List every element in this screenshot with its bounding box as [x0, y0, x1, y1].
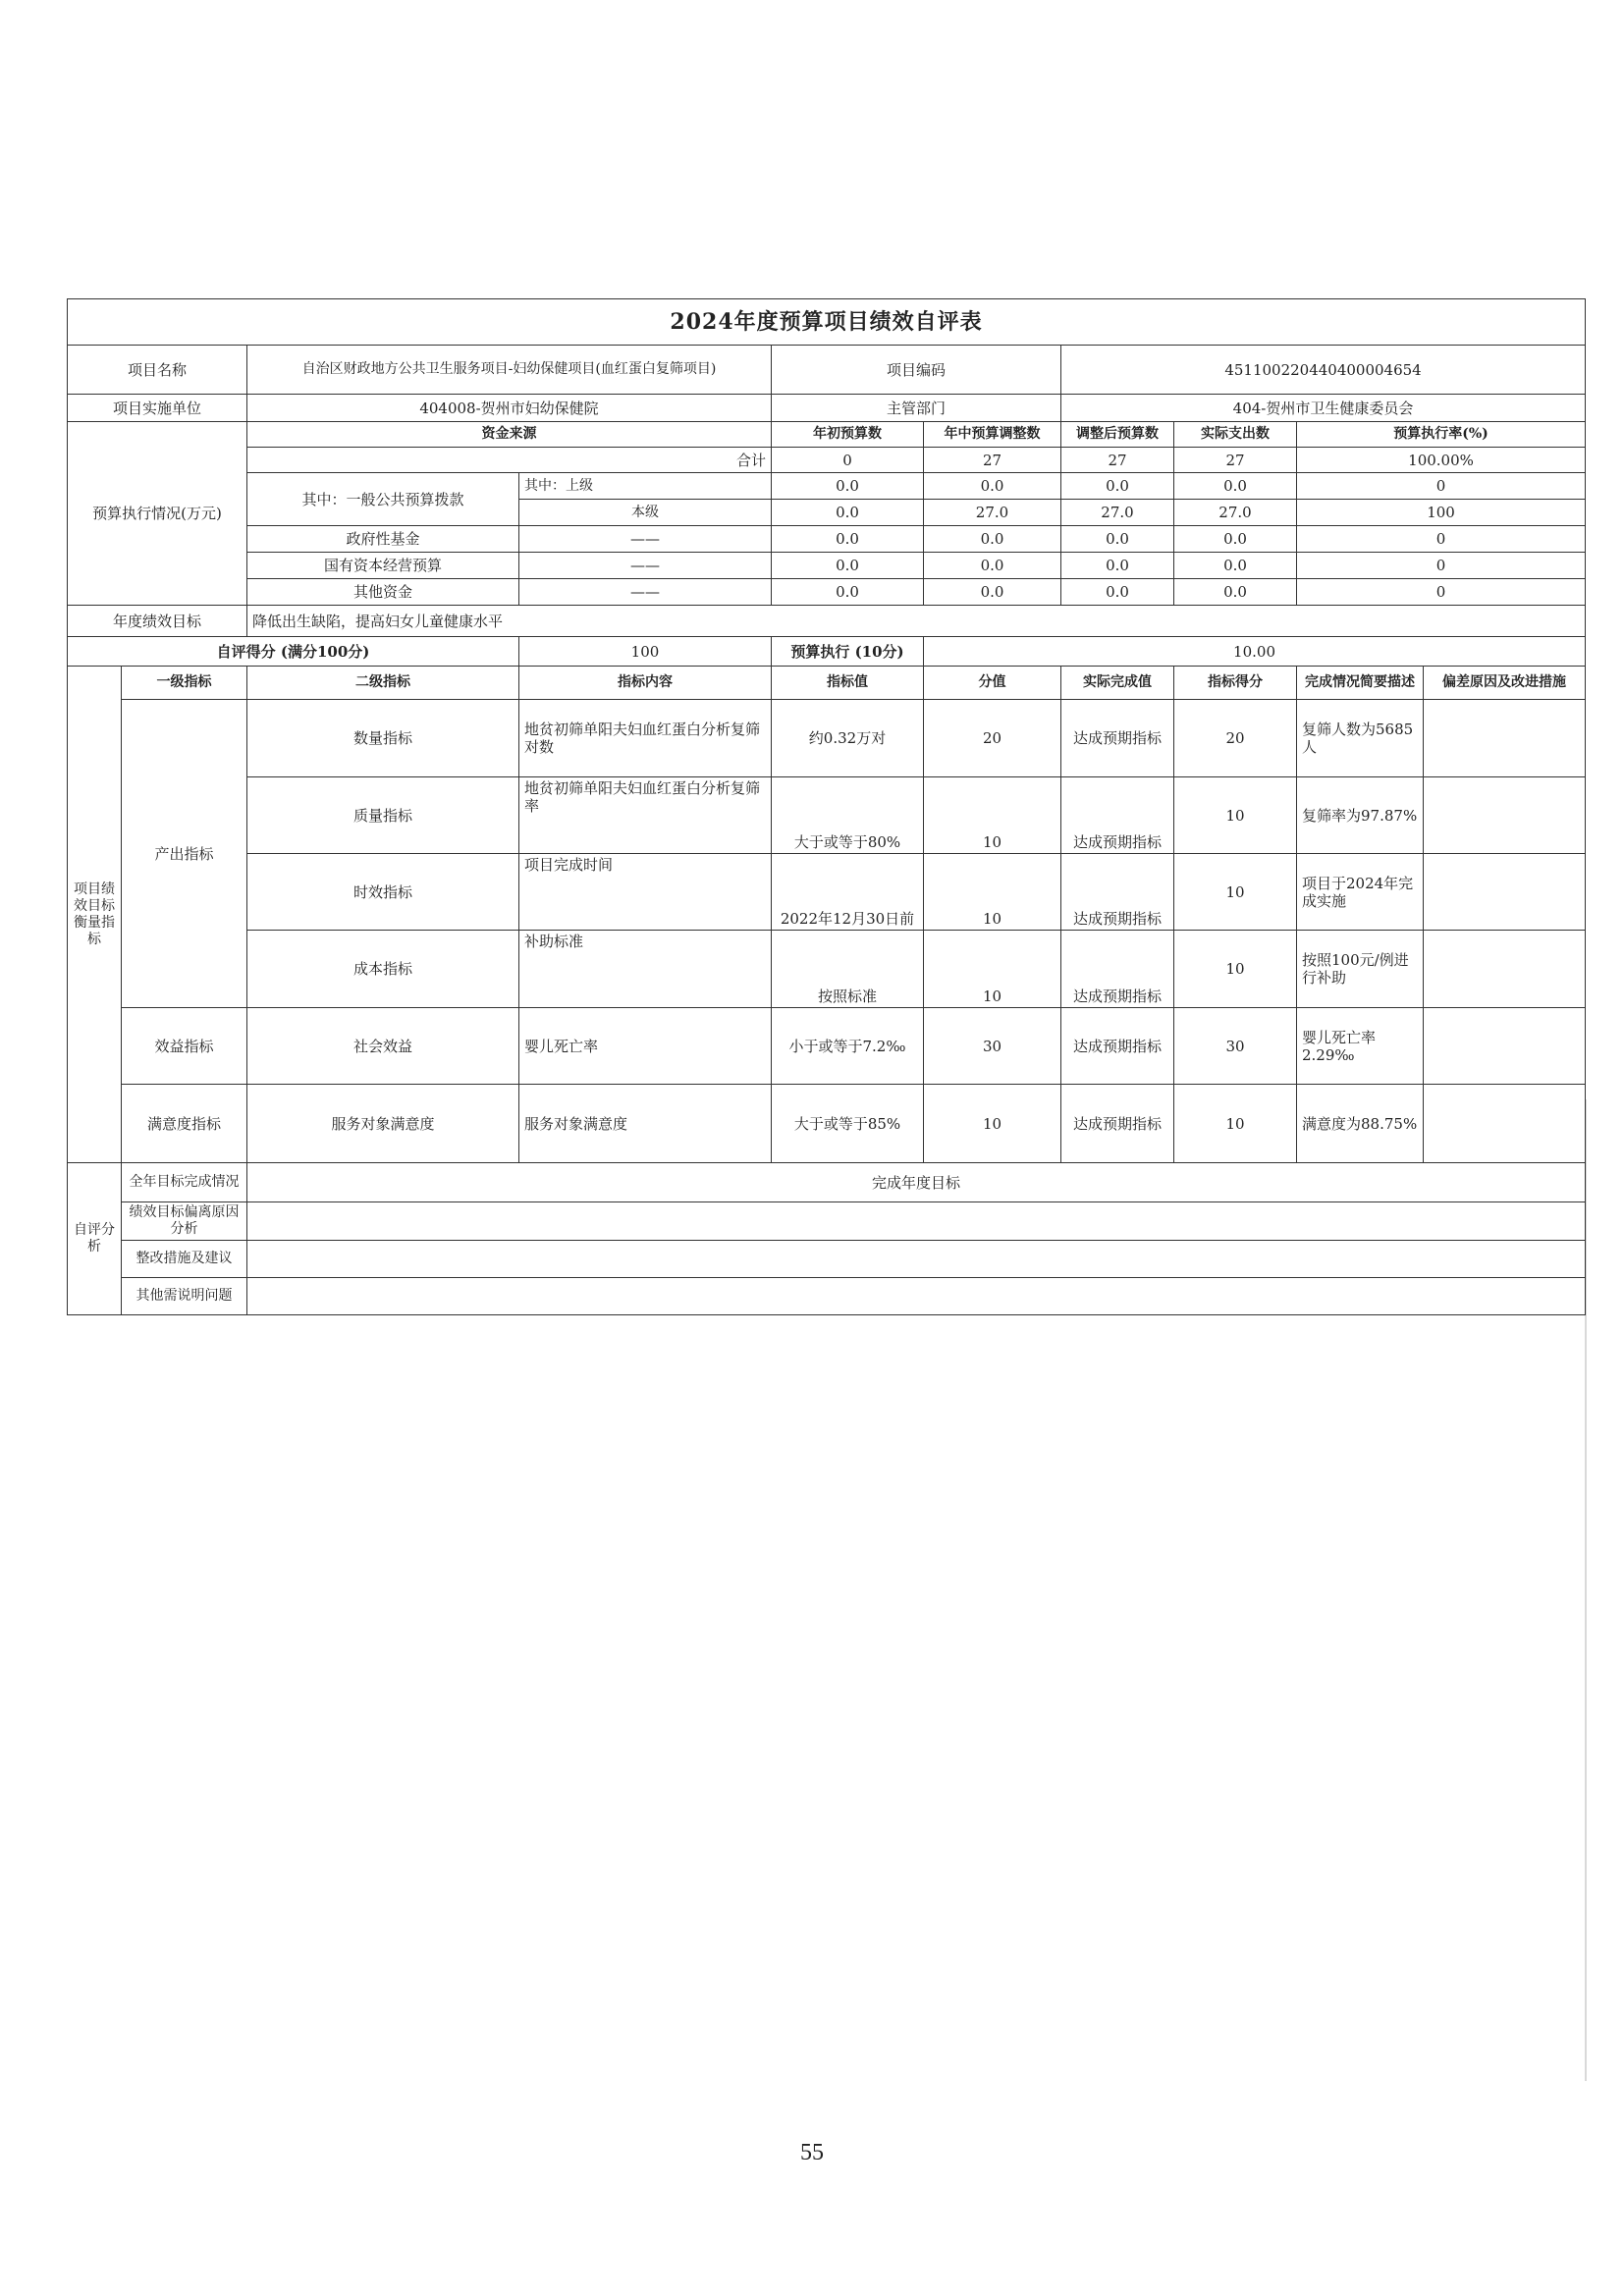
indicator-header-level2: 二级指标: [247, 667, 519, 700]
score-label: 自评得分 (满分100分): [68, 637, 519, 667]
budget-local-mid-adjust: 27.0: [924, 500, 1061, 526]
indicator-score: 10: [1174, 1085, 1297, 1163]
budget-gov-fund-actual: 0.0: [1174, 526, 1297, 553]
budget-gov-fund-mid-adjust: 0.0: [924, 526, 1061, 553]
budget-other-dash: ——: [519, 579, 772, 606]
indicator-actual: 达成预期指标: [1061, 854, 1174, 931]
budget-header-adjusted: 调整后预算数: [1061, 422, 1174, 448]
indicator-level2: 服务对象满意度: [247, 1085, 519, 1163]
indicator-header-value: 指标值: [772, 667, 924, 700]
indicator-actual: 达成预期指标: [1061, 700, 1174, 777]
budget-upper-label: 其中：上级: [519, 473, 772, 500]
analysis-row-text: [247, 1277, 1586, 1314]
indicator-header-desc: 完成情况简要描述: [1297, 667, 1424, 700]
budget-total-label: 合计: [247, 448, 772, 473]
form-title: 2024年度预算项目绩效自评表: [68, 299, 1586, 346]
budget-total-mid-adjust: 27: [924, 448, 1061, 473]
budget-local-actual: 27.0: [1174, 500, 1297, 526]
indicator-content: 项目完成时间: [519, 854, 772, 931]
budget-state-capital-rate: 0: [1297, 553, 1586, 579]
indicator-content: 补助标准: [519, 931, 772, 1008]
budget-total-actual: 27: [1174, 448, 1297, 473]
indicator-header-weight: 分值: [924, 667, 1061, 700]
budget-total-adjusted: 27: [1061, 448, 1174, 473]
indicator-desc: 满意度为88.75%: [1297, 1085, 1424, 1163]
goal-label: 年度绩效目标: [68, 606, 247, 637]
impl-unit-label: 项目实施单位: [68, 395, 247, 422]
indicator-actual: 达成预期指标: [1061, 1008, 1174, 1085]
budget-state-capital-actual: 0.0: [1174, 553, 1297, 579]
page-number: 55: [800, 2140, 824, 2165]
budget-upper-actual: 0.0: [1174, 473, 1297, 500]
budget-other-actual: 0.0: [1174, 579, 1297, 606]
indicator-value: 按照标准: [772, 931, 924, 1008]
indicator-deviation: [1424, 777, 1586, 854]
indicator-score: 30: [1174, 1008, 1297, 1085]
budget-local-initial: 0.0: [772, 500, 924, 526]
indicator-score: 10: [1174, 777, 1297, 854]
indicator-value: 小于或等于7.2‰: [772, 1008, 924, 1085]
indicator-deviation: [1424, 700, 1586, 777]
budget-state-capital-initial: 0.0: [772, 553, 924, 579]
indicator-content: 服务对象满意度: [519, 1085, 772, 1163]
analysis-row-label: 整改措施及建议: [122, 1240, 247, 1277]
indicator-content: 地贫初筛单阳夫妇血红蛋白分析复筛率: [519, 777, 772, 854]
analysis-row-label: 绩效目标偏离原因分析: [122, 1202, 247, 1241]
indicator-value: 大于或等于85%: [772, 1085, 924, 1163]
dept: 404-贺州市卫生健康委员会: [1061, 395, 1586, 422]
indicator-deviation: [1424, 1085, 1586, 1163]
indicator-score: 10: [1174, 854, 1297, 931]
budget-gov-fund-dash: ——: [519, 526, 772, 553]
analysis-row-text: [247, 1240, 1586, 1277]
analysis-row-label: 全年目标完成情况: [122, 1163, 247, 1202]
indicator-header-score: 指标得分: [1174, 667, 1297, 700]
indicator-actual: 达成预期指标: [1061, 1085, 1174, 1163]
budget-other-rate: 0: [1297, 579, 1586, 606]
indicator-deviation: [1424, 931, 1586, 1008]
budget-local-rate: 100: [1297, 500, 1586, 526]
budget-gov-fund-label: 政府性基金: [247, 526, 519, 553]
impl-unit: 404008-贺州市妇幼保健院: [247, 395, 772, 422]
performance-evaluation-table: [67, 298, 1586, 1315]
budget-other-initial: 0.0: [772, 579, 924, 606]
goal-text: 降低出生缺陷，提高妇女儿童健康水平: [247, 606, 1586, 637]
project-name-label: 项目名称: [68, 346, 247, 395]
budget-header-actual: 实际支出数: [1174, 422, 1297, 448]
score-exec-value: 10.00: [924, 637, 1586, 667]
budget-header-rate: 预算执行率(%): [1297, 422, 1586, 448]
indicators-section-label: 项目绩效目标衡量指标: [68, 667, 122, 1163]
indicator-desc: 婴儿死亡率2.29‰: [1297, 1008, 1424, 1085]
indicator-weight: 10: [924, 854, 1061, 931]
score-value: 100: [519, 637, 772, 667]
indicator-header-actual: 实际完成值: [1061, 667, 1174, 700]
budget-upper-rate: 0: [1297, 473, 1586, 500]
budget-gov-fund-adjusted: 0.0: [1061, 526, 1174, 553]
analysis-section-label: 自评分析: [68, 1163, 122, 1315]
indicator-actual: 达成预期指标: [1061, 777, 1174, 854]
indicator-satisfaction-label: 满意度指标: [122, 1085, 247, 1163]
indicator-header-content: 指标内容: [519, 667, 772, 700]
indicator-value: 约0.32万对: [772, 700, 924, 777]
indicator-output-label: 产出指标: [122, 700, 247, 1008]
indicator-level2: 社会效益: [247, 1008, 519, 1085]
indicator-deviation: [1424, 854, 1586, 931]
budget-local-adjusted: 27.0: [1061, 500, 1174, 526]
budget-total-initial: 0: [772, 448, 924, 473]
indicator-weight: 10: [924, 931, 1061, 1008]
indicator-weight: 20: [924, 700, 1061, 777]
indicator-level2: 质量指标: [247, 777, 519, 854]
indicator-actual: 达成预期指标: [1061, 931, 1174, 1008]
indicator-desc: 项目于2024年完成实施: [1297, 854, 1424, 931]
budget-upper-initial: 0.0: [772, 473, 924, 500]
budget-state-capital-adjusted: 0.0: [1061, 553, 1174, 579]
budget-other-mid-adjust: 0.0: [924, 579, 1061, 606]
indicator-weight: 10: [924, 1085, 1061, 1163]
analysis-row-text: 完成年度目标: [247, 1163, 1586, 1202]
budget-header-initial: 年初预算数: [772, 422, 924, 448]
dept-label: 主管部门: [772, 395, 1061, 422]
indicator-score: 20: [1174, 700, 1297, 777]
indicator-weight: 30: [924, 1008, 1061, 1085]
indicator-desc: 复筛人数为5685人: [1297, 700, 1424, 777]
budget-other-adjusted: 0.0: [1061, 579, 1174, 606]
project-code-label: 项目编码: [772, 346, 1061, 395]
budget-upper-mid-adjust: 0.0: [924, 473, 1061, 500]
budget-state-capital-label: 国有资本经营预算: [247, 553, 519, 579]
indicator-header-deviation: 偏差原因及改进措施: [1424, 667, 1586, 700]
budget-local-label: 本级: [519, 500, 772, 526]
indicator-level2: 时效指标: [247, 854, 519, 931]
indicator-desc: 按照100元/例进行补助: [1297, 931, 1424, 1008]
indicator-level2: 成本指标: [247, 931, 519, 1008]
budget-gov-fund-initial: 0.0: [772, 526, 924, 553]
indicator-benefit-label: 效益指标: [122, 1008, 247, 1085]
project-name: 自治区财政地方公共卫生服务项目-妇幼保健项目(血红蛋白复筛项目): [247, 346, 772, 395]
indicator-value: 2022年12月30日前: [772, 854, 924, 931]
indicator-content: 地贫初筛单阳夫妇血红蛋白分析复筛对数: [519, 700, 772, 777]
budget-state-capital-mid-adjust: 0.0: [924, 553, 1061, 579]
indicator-header-level1: 一级指标: [122, 667, 247, 700]
indicator-level2: 数量指标: [247, 700, 519, 777]
budget-total-rate: 100.00%: [1297, 448, 1586, 473]
budget-general-label: 其中：一般公共预算拨款: [247, 473, 519, 526]
indicator-value: 大于或等于80%: [772, 777, 924, 854]
indicator-deviation: [1424, 1008, 1586, 1085]
budget-upper-adjusted: 0.0: [1061, 473, 1174, 500]
budget-state-capital-dash: ——: [519, 553, 772, 579]
indicator-weight: 10: [924, 777, 1061, 854]
budget-other-label: 其他资金: [247, 579, 519, 606]
analysis-row-label: 其他需说明问题: [122, 1277, 247, 1314]
score-exec-label: 预算执行 (10分): [772, 637, 924, 667]
analysis-row-text: [247, 1202, 1586, 1241]
budget-section-label: 预算执行情况(万元): [68, 422, 247, 606]
project-code: 451100220440400004654: [1061, 346, 1586, 395]
budget-header-mid-adjust: 年中预算调整数: [924, 422, 1061, 448]
indicator-score: 10: [1174, 931, 1297, 1008]
budget-header-source: 资金来源: [247, 422, 772, 448]
indicator-desc: 复筛率为97.87%: [1297, 777, 1424, 854]
indicator-content: 婴儿死亡率: [519, 1008, 772, 1085]
budget-gov-fund-rate: 0: [1297, 526, 1586, 553]
